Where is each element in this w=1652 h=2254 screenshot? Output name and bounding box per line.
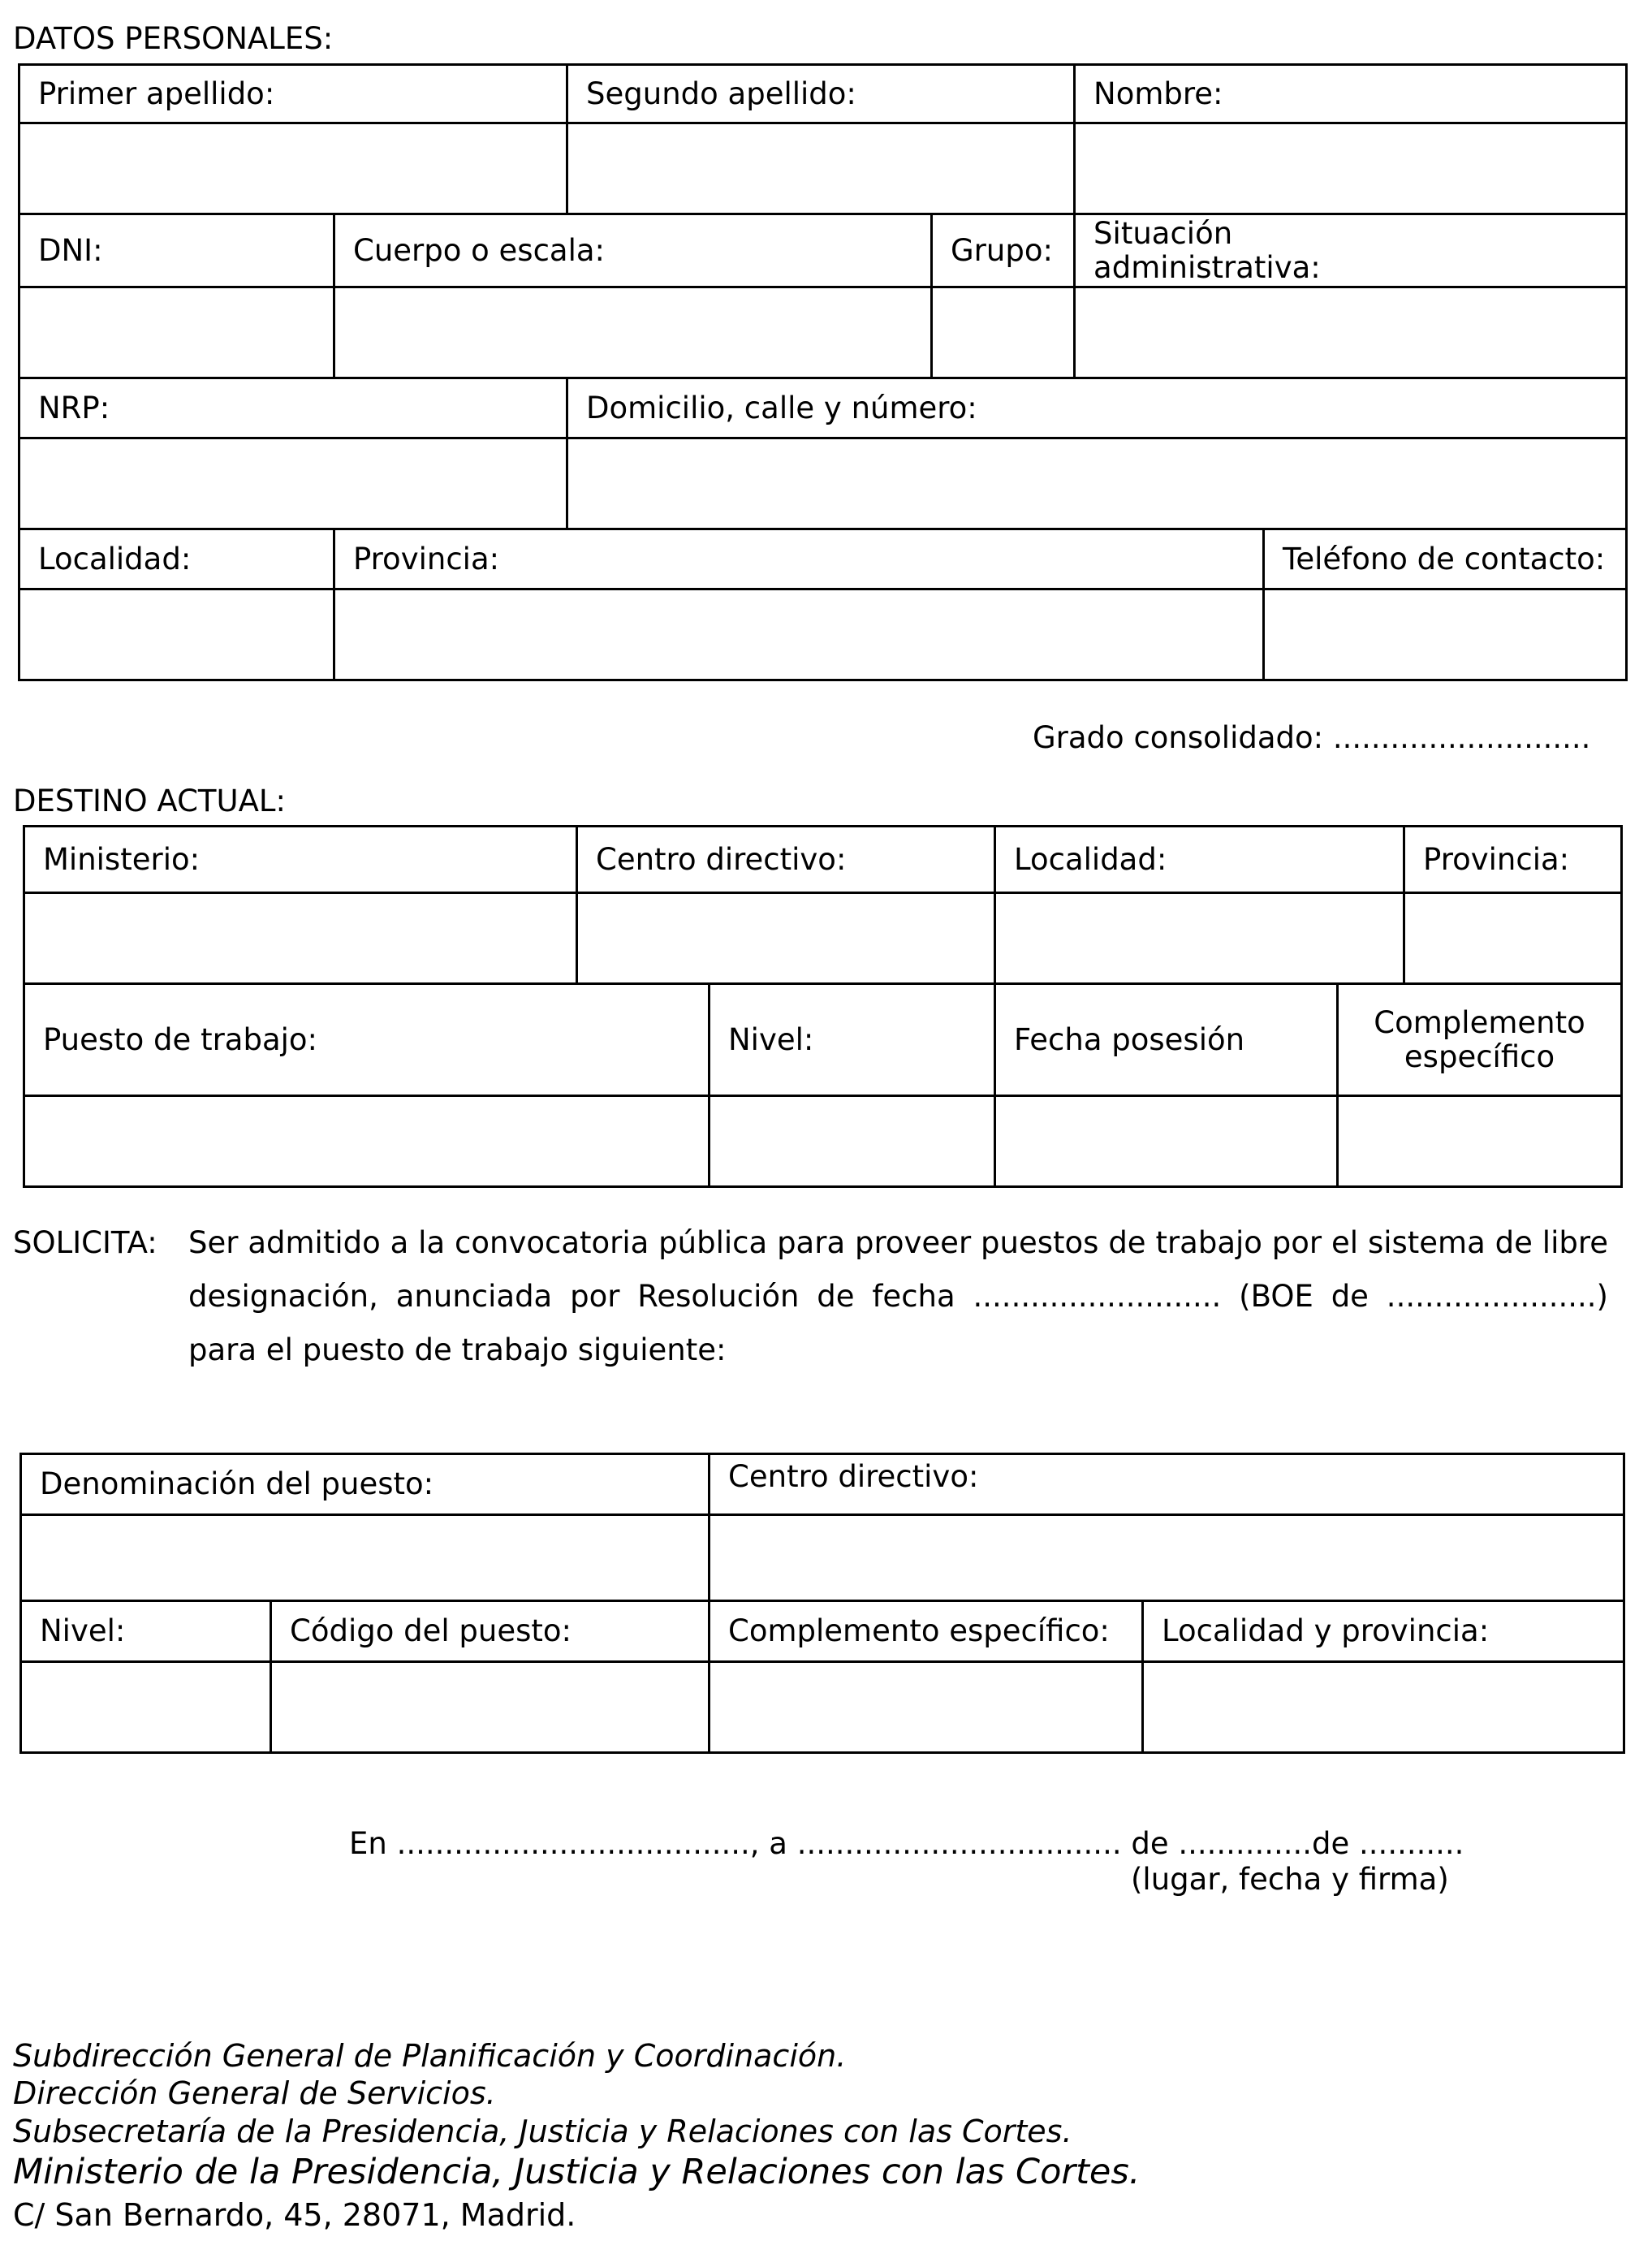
complemento-especifico-field[interactable] — [710, 1662, 1143, 1753]
segundo-apellido-field[interactable] — [567, 123, 1075, 214]
centro-directivo-label: Centro directivo: — [577, 827, 995, 893]
grado-consolidado[interactable]: Grado consolidado: ........................... — [1033, 720, 1591, 755]
denominacion-puesto-field[interactable] — [21, 1515, 710, 1601]
complemento-line1: Complemento — [1374, 1004, 1585, 1040]
primer-apellido-field[interactable] — [19, 123, 567, 214]
puesto-trabajo-field[interactable] — [24, 1096, 710, 1187]
solicita-line3: para el puesto de trabajo siguiente: — [188, 1332, 727, 1367]
nrp-label: NRP: — [19, 378, 567, 438]
provincia-label: Provincia: — [1404, 827, 1622, 893]
grupo-field[interactable] — [932, 287, 1075, 378]
solicita-line2: designación, anunciada por Resolución de fecha .......................... (BOE de ......................) — [188, 1279, 1608, 1314]
cuerpo-escala-label: Cuerpo o escala: — [334, 214, 932, 287]
provincia-field[interactable] — [1404, 893, 1622, 984]
domicilio-field[interactable] — [567, 438, 1627, 529]
datos-personales-title: DATOS PERSONALES: — [13, 21, 334, 56]
firma-caption: (lugar, fecha y firma) — [1131, 1862, 1449, 1897]
complemento-especifico-label: Complemento específico: — [710, 1601, 1143, 1662]
nivel-label: Nivel: — [21, 1601, 271, 1662]
telefono-field[interactable] — [1264, 589, 1627, 680]
localidad-provincia-label: Localidad y provincia: — [1143, 1601, 1624, 1662]
localidad-label: Localidad: — [995, 827, 1404, 893]
solicita-body — [188, 1216, 1608, 1377]
centro-directivo-field[interactable] — [577, 893, 995, 984]
nombre-field[interactable] — [1075, 123, 1627, 214]
grupo-label: Grupo: — [932, 214, 1075, 287]
centro-directivo-label: Centro directivo: — [710, 1454, 1624, 1515]
segundo-apellido-label: Segundo apellido: — [567, 65, 1075, 123]
situacion-administrativa-field[interactable] — [1075, 287, 1627, 378]
solicita-line1: Ser admitido a la convocatoria pública para proveer puestos de trabajo por el sistema de libre — [188, 1225, 1608, 1260]
ministerio-label: Ministerio: — [24, 827, 577, 893]
provincia-label: Provincia: — [334, 529, 1264, 589]
codigo-puesto-field[interactable] — [271, 1662, 710, 1753]
complemento-especifico-label — [1338, 984, 1622, 1096]
ministerio-field[interactable] — [24, 893, 577, 984]
fecha-posesion-label: Fecha posesión — [995, 984, 1338, 1096]
centro-directivo-field[interactable] — [710, 1515, 1624, 1601]
codigo-puesto-label: Código del puesto: — [271, 1601, 710, 1662]
localidad-label: Localidad: — [19, 529, 334, 589]
firma-line[interactable]: En ....................................., a .................................. de ..............de ........... — [349, 1826, 1464, 1861]
footer-line2: Dirección General de Servicios. — [13, 2075, 496, 2111]
dni-field[interactable] — [19, 287, 334, 378]
datos-personales-table — [18, 63, 1628, 681]
domicilio-label: Domicilio, calle y número: — [567, 378, 1627, 438]
cuerpo-escala-field[interactable] — [334, 287, 932, 378]
complemento-line2: específico — [1404, 1038, 1555, 1074]
provincia-field[interactable] — [334, 589, 1264, 680]
situacion-administrativa-label — [1075, 214, 1627, 287]
complemento-especifico-field[interactable] — [1338, 1096, 1622, 1187]
nivel-field[interactable] — [710, 1096, 995, 1187]
situacion-line2: administrativa: — [1093, 249, 1321, 285]
nrp-field[interactable] — [19, 438, 567, 529]
footer-line3: Subsecretaría de la Presidencia, Justicia y Relaciones con las Cortes. — [13, 2114, 1072, 2149]
puesto-solicitado-table — [19, 1453, 1625, 1754]
localidad-field[interactable] — [995, 893, 1404, 984]
puesto-trabajo-label: Puesto de trabajo: — [24, 984, 710, 1096]
localidad-field[interactable] — [19, 589, 334, 680]
telefono-label: Teléfono de contacto: — [1264, 529, 1627, 589]
fecha-posesion-field[interactable] — [995, 1096, 1338, 1187]
footer-line5: C/ San Bernardo, 45, 28071, Madrid. — [13, 2197, 576, 2233]
destino-actual-table — [23, 825, 1623, 1188]
nivel-label: Nivel: — [710, 984, 995, 1096]
dni-label: DNI: — [19, 214, 334, 287]
situacion-line1: Situación — [1093, 215, 1233, 251]
footer-line4: Ministerio de la Presidencia, Justicia y Relaciones con las Cortes. — [13, 2152, 1141, 2192]
solicita-label: SOLICITA: — [13, 1225, 157, 1260]
nivel-field[interactable] — [21, 1662, 271, 1753]
destino-actual-title: DESTINO ACTUAL: — [13, 784, 286, 818]
localidad-provincia-field[interactable] — [1143, 1662, 1624, 1753]
footer-line1: Subdirección General de Planificación y Coordinación. — [13, 2038, 847, 2074]
primer-apellido-label: Primer apellido: — [19, 65, 567, 123]
nombre-label: Nombre: — [1075, 65, 1627, 123]
denominacion-puesto-label: Denominación del puesto: — [21, 1454, 710, 1515]
